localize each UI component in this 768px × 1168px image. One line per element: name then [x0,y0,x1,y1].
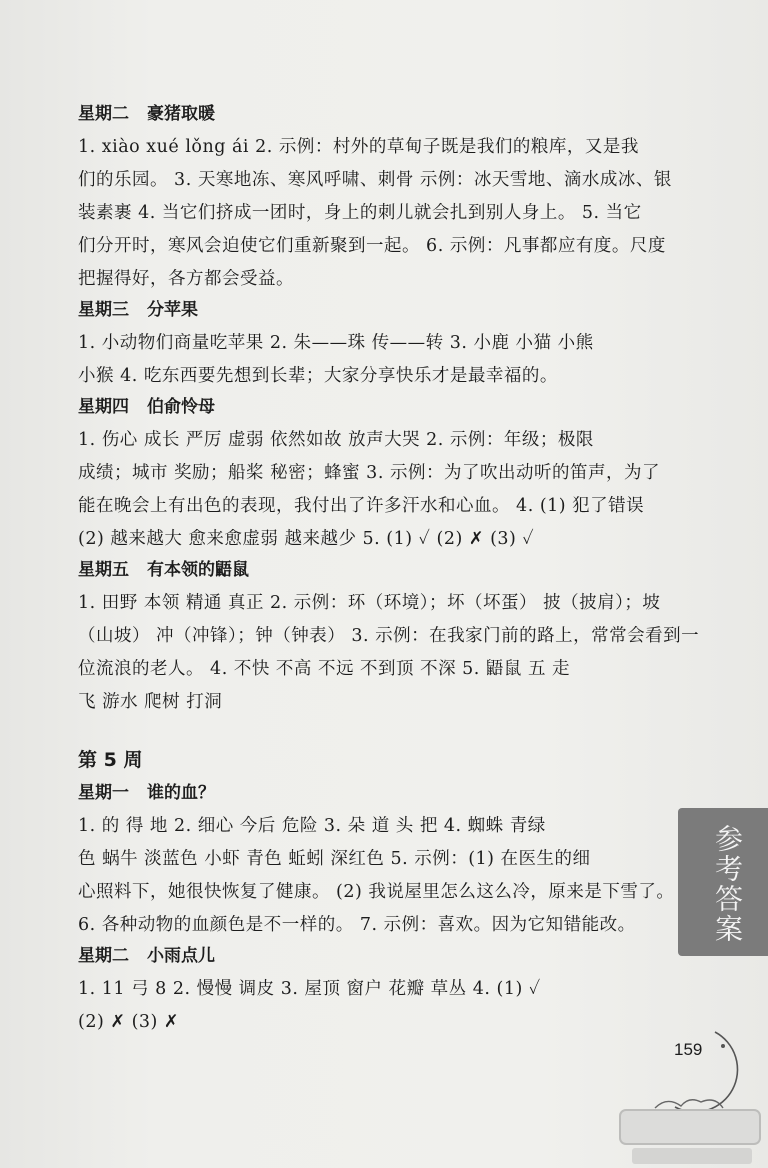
section-title: 小雨点儿 [147,946,215,966]
answer-line: 6. 各种动物的血颜色是不一样的。 7. 示例：喜欢。因为它知错能改。 [78,915,636,935]
section-title: 豪猪取暖 [147,104,215,124]
section-wednesday [78,296,678,393]
answer-line: 们的乐园。 3. 天寒地冻、寒风呼啸、刺骨 示例：冰天雪地、滴水成冰、银 [78,170,672,190]
answer-line: 1. 11 弓 8 2. 慢慢 调皮 3. 屋顶 窗户 花瓣 草丛 4. (1) ✓ [78,979,541,999]
section-thursday [78,393,678,556]
section-heading [78,100,678,128]
answer-line: 位流浪的老人。 4. 不快 不高 不远 不到顶 不深 5. 鼯鼠 五 走 [78,659,571,679]
section-monday [78,779,678,942]
watermark-logo [612,1100,768,1168]
answer-line: 1. 伤心 成长 严厉 虚弱 依然如故 放声大哭 2. 示例：年级；极限 [78,430,594,450]
section-title: 有本领的鼯鼠 [147,560,249,580]
page-number: 159 [674,1040,703,1059]
section-title: 分苹果 [147,300,198,320]
answer-line: 能在晚会上有出色的表现，我付出了许多汗水和心血。 4. (1) 犯了错误 [78,496,645,516]
answer-line: 把握得好，各方都会受益。 [78,269,294,289]
day-label: 星期三 [78,300,129,320]
answer-line: 成绩；城市 奖励；船桨 秘密；蜂蜜 3. 示例：为了吹出动听的笛声，为了 [78,463,660,483]
day-label: 星期二 [78,946,129,966]
answer-line: 飞 游水 爬树 打洞 [78,692,223,712]
section-title: 谁的血？ [147,783,215,803]
answer-line: 装素裹 4. 当它们挤成一团时，身上的刺儿就会扎到别人身上。 5. 当它 [78,203,642,223]
section-heading [78,296,678,324]
answer-line: 们分开时，寒风会迫使它们重新聚到一起。 6. 示例：凡事都应有度。尺度 [78,236,666,256]
section-friday [78,556,700,719]
day-label: 星期四 [78,397,129,417]
section-week5-tuesday [78,942,678,1039]
answer-line: （山坡） 冲（冲锋）；钟（钟表） 3. 示例：在我家门前的路上，常常会看到一 [78,626,700,646]
answer-line: 1. 田野 本领 精通 真正 2. 示例：环（环境）；坏（坏蛋） 披（披肩）；坡 [78,593,661,613]
answer-content [78,100,700,1039]
section-heading [78,942,678,970]
answer-line: 1. 小动物们商量吃苹果 2. 朱——珠 传——转 3. 小鹿 小猫 小熊 [78,333,594,353]
answer-line: (2) ✗ (3) ✗ [78,1012,180,1032]
section-tuesday [78,100,678,296]
answer-line: 小猴 4. 吃东西要先想到长辈；大家分享快乐才是最幸福的。 [78,366,558,386]
answer-line: 色 蜗牛 淡蓝色 小虾 青色 蚯蚓 深红色 5. 示例：(1) 在医生的细 [78,849,591,869]
section-heading [78,779,678,807]
section-heading [78,393,678,421]
answer-line: (2) 越来越大 愈来愈虚弱 越来越少 5. (1) ✓ (2) ✗ (3) ✓ [78,529,535,549]
section-title: 伯俞怜母 [147,397,215,417]
reference-answer-tab [678,808,768,956]
answer-line: 心照料下，她很快恢复了健康。 (2) 我说屋里怎么这么冷，原来是下雪了。 [78,882,675,902]
answer-line: 1. 的 得 地 2. 细心 今后 危险 3. 朵 道 头 把 4. 蜘蛛 青绿 [78,816,546,836]
tab-label: 参考答案 [711,824,744,944]
day-label: 星期五 [78,560,129,580]
answer-line: 1. xiào xué lǒng ái 2. 示例：村外的草甸子既是我们的粮库，又是我 [78,137,639,157]
day-label: 星期一 [78,783,129,803]
day-label: 星期二 [78,104,129,124]
week-title: 第 5 周 [78,749,143,771]
section-heading [78,556,678,584]
